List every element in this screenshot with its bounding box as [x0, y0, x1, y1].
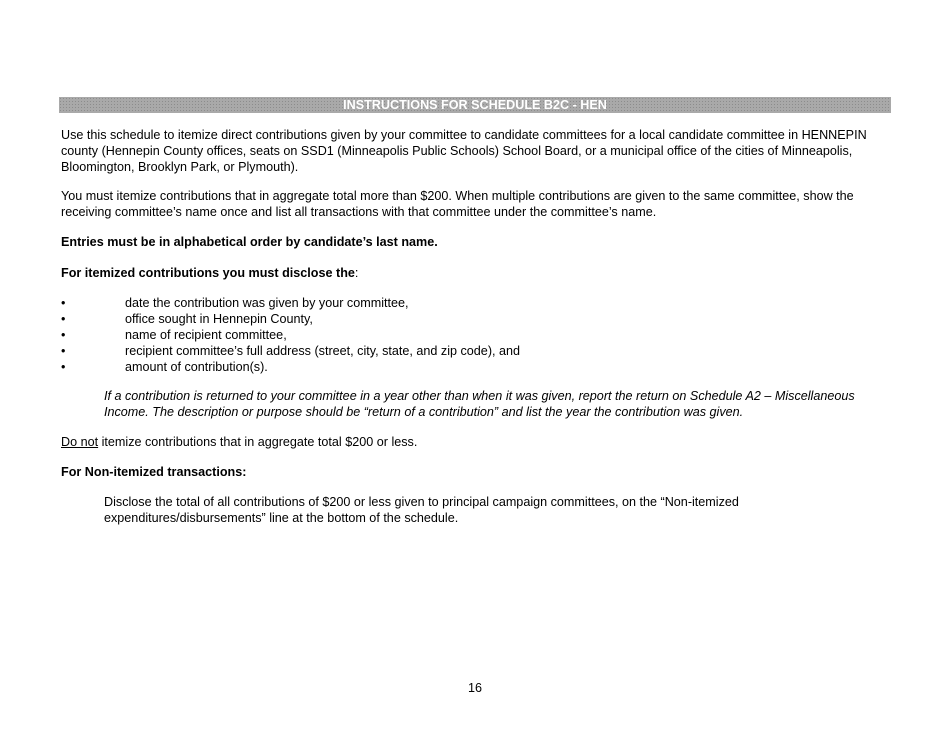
bullet-icon: • [61, 360, 66, 374]
alphabetical-note: Entries must be in alphabetical order by candidate’s last name. [61, 235, 438, 249]
itemized-heading-colon: : [354, 266, 359, 280]
list-item [61, 295, 891, 311]
list-item [61, 311, 891, 327]
list-item-text: office sought in Hennepin County, [125, 312, 313, 326]
do-not-itemize-paragraph [61, 434, 891, 450]
intro-paragraph: Use this schedule to itemize direct contributions given by your committee to candidate committees for a local candidate committee in HENNEPIN county (Hennepin County offices, seats on SSD1 (Minneapolis Public Schools) School Board, or a municipal office of the cities of Minneapolis, Bloomington, Brooklyn Park, or Plymouth). [61, 128, 867, 174]
page-number: 16 [467, 681, 482, 695]
list-item [61, 343, 891, 359]
bullet-icon: • [61, 312, 66, 326]
non-itemized-heading: For Non-itemized transactions: [61, 465, 247, 479]
section-title: INSTRUCTIONS FOR SCHEDULE B2C - HEN [343, 98, 607, 112]
itemized-heading-bold: For itemized contributions you must disclose the [61, 266, 355, 280]
list-item-text: name of recipient committee, [125, 328, 287, 342]
list-item [61, 327, 891, 343]
aggregate-paragraph: You must itemize contributions that in aggregate total more than $200. When multiple contributions are given to the same committee, show the receiving committee’s name once and list all transactions with that committee under the committee’s name. [61, 189, 854, 219]
bullet-icon: • [61, 344, 66, 358]
itemized-heading [61, 265, 891, 281]
bullet-icon: • [61, 296, 66, 310]
non-itemized-paragraph: Disclose the total of all contributions of $200 or less given to principal campaign committees, on the “Non-itemized expenditures/disbursements” line at the bottom of the schedule. [104, 495, 739, 525]
list-item-text: recipient committee’s full address (street, city, state, and zip code), and [125, 344, 521, 358]
bullet-icon: • [61, 328, 66, 342]
list-item-text: date the contribution was given by your committee, [125, 296, 409, 310]
disclosure-list [61, 295, 891, 375]
section-header-bar [59, 97, 891, 113]
list-item-text: amount of contribution(s). [125, 360, 268, 374]
do-not-rest: itemize contributions that in aggregate total $200 or less. [98, 435, 418, 449]
returned-contribution-note: If a contribution is returned to your committee in a year other than when it was given, report the return on Schedule A2 – Miscellaneous Income. The description or purpose should be “return of a contribution” and list the year the contribution was given. [104, 389, 855, 419]
list-item [61, 359, 891, 375]
do-not-underlined: Do not [61, 435, 99, 449]
